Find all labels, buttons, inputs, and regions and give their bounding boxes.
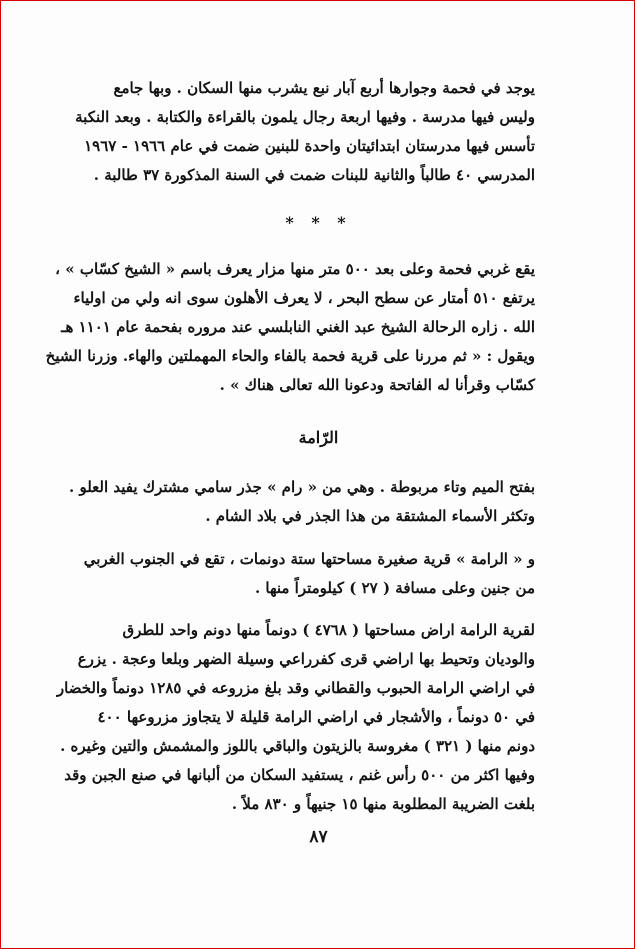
- paragraph-sheikh-kassab-shrine: [45, 255, 535, 400]
- text-line: والوديان وتحيط بها اراضي قرى كفرراعي وسيلة الضهر وبلعا وعجة . يزرع: [77, 650, 535, 668]
- text-line: المدرسي ٤٠ طالباً والثانية للبنات ضمت في السنة المذكورة ٣٧ طالبة .: [93, 166, 535, 184]
- text-line: و « الرامة » قرية صغيرة مساحتها ستة دونمات ، تقع في الجنوب الغربي: [83, 550, 535, 568]
- page-number: ٨٧: [309, 827, 328, 847]
- text-line: يوجد في فحمة وجوارها أربع آبار نبع يشرب منها السكان . وبها جامع: [113, 79, 535, 97]
- text-line: يقع غربي فحمة وعلى بعد ٥٠٠ متر منها مزار يعرف باسم « الشيخ كسّاب » ،: [55, 260, 535, 278]
- paragraph-fahma-wells-schools: [75, 74, 535, 190]
- section-divider: * * *: [285, 213, 352, 232]
- text-line: بفتح الميم وتاء مربوطة . وهي من « رام » جذر سامي مشترك يفيد العلو .: [69, 478, 535, 496]
- text-line: الله . زاره الرحالة الشيخ عبد الغني النابلسي عند مروره بفحمة عام ١١٠١ هـ: [61, 318, 535, 336]
- paragraph-village-location: [83, 545, 535, 603]
- text-line: تأسس فيها مدرستان ابتدائيتان واحدة للبنين ضمت في عام ١٩٦٦ - ١٩٦٧: [84, 137, 535, 155]
- text-line: بلغت الضريبة المطلوبة منها ١٥ جنيهاً و ٨٣٠ ملاً .: [231, 795, 535, 813]
- text-line: ويقول : « ثم مررنا على قرية فحمة بالفاء والحاء المهملتين والهاء. وزرنا الشيخ: [45, 347, 535, 365]
- paragraph-name-etymology: [69, 473, 535, 531]
- text-line: من جنين وعلى مسافة ( ٢٧ ) كيلومتراً منها .: [254, 579, 535, 597]
- text-line: في اراضي الرامة الحبوب والقطاني وقد بلغ مزروعه في ١٢٨٥ دونماً والخضار: [56, 679, 535, 697]
- text-line: لقرية الرامة اراض مساحتها ( ٤٧٦٨ ) دونماً منها دونم واحد للطرق: [122, 621, 535, 639]
- text-line: وفيها اكثر من ٥٠٠ رأس غنم ، يستفيد السكان من ألبانها في صنع الجبن وقد: [64, 766, 535, 784]
- text-line: يرتفع ٥١٠ أمتار عن سطح البحر ، لا يعرف الأهلون سوى انه ولي من اولياء: [73, 289, 535, 307]
- text-line: دونم منها ( ٣٢١ ) مغروسة بالزيتون والباقي باللوز والمشمش والتين وغيره .: [60, 737, 535, 755]
- paragraph-village-lands: [56, 616, 535, 819]
- text-line: كسّاب وقرأنا له الفاتحة ودعونا الله تعالى هناك » .: [219, 376, 535, 394]
- text-line: في ٥٠ دونماً ، والأشجار في اراضي الرامة قليلة لا يتجاوز مزروعها ٤٠٠: [97, 708, 535, 726]
- text-line: وليس فيها مدرسة . وفيها اربعة رجال يلمون بالقراءة والكتابة . وبعد النكبة: [75, 108, 535, 126]
- section-heading: الرّامة: [298, 428, 339, 447]
- text-line: وتكثر الأسماء المشتقة من هذا الجذر في بلاد الشام .: [205, 507, 535, 525]
